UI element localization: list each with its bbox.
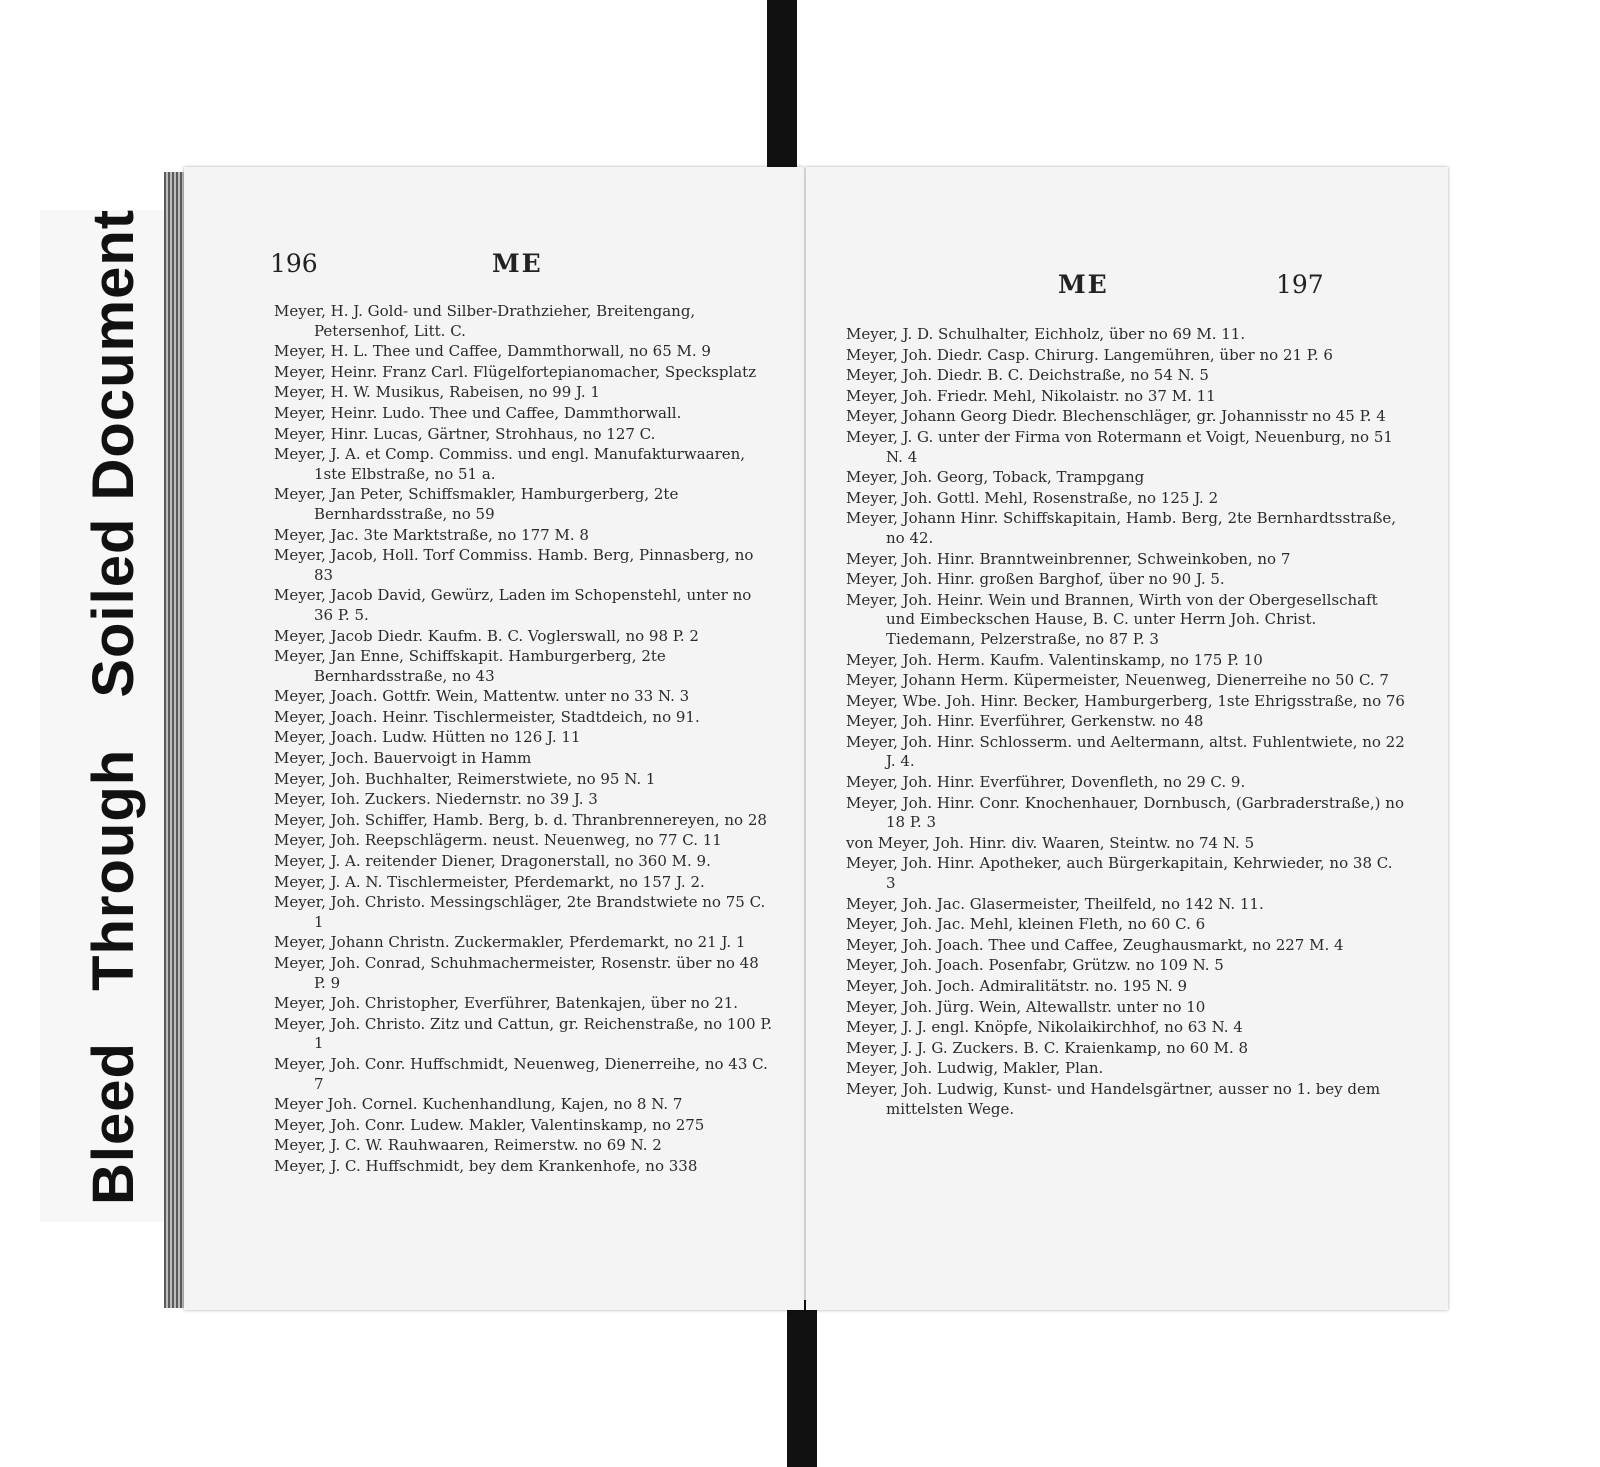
directory-entry: Meyer, Joh. Jac. Glasermeister, Theilfeld, no 142 N. 11. [846, 894, 1264, 913]
directory-entry: Meyer, Joh. Reepschlägerm. neust. Neuenweg, no 77 C. 11 [274, 831, 722, 850]
directory-entry: Meyer, Joh. Hinr. großen Barghof, über no 90 J. 5. [846, 570, 1225, 589]
side-label-word2: Through [81, 748, 146, 991]
directory-entry: Meyer, H. L. Thee und Caffee, Dammthorwall, no 65 M. 9 [274, 342, 711, 361]
left-page [184, 167, 804, 1310]
directory-entry: Meyer, Joh. Joch. Admiralitätstr. no. 195 N. 9 [846, 977, 1188, 995]
directory-entry: Meyer, Joh. Schiffer, Hamb. Berg, b. d. Thranbrennereyen, no 28 [274, 810, 767, 829]
directory-entry: Meyer, Joh. Conr. Huffschmidt, Neuenweg, Dienerreihe, no 43 C. 7 [274, 1054, 768, 1093]
page-number: 197 [1276, 270, 1324, 299]
directory-entry: Meyer, J. J. G. Zuckers. B. C. Kraienkamp, no 60 M. 8 [846, 1038, 1249, 1057]
directory-entry: Meyer, Joh. Christo. Messingschläger, 2te Brandstwiete no 75 C. 1 [274, 893, 766, 931]
directory-entry: Meyer, Joh. Hinr. Apotheker, auch Bürgerkapitain, Kehrwieder, no 38 C. 3 [846, 854, 1393, 893]
page-header: ME [492, 249, 543, 278]
directory-entry: Meyer, Joh. Hinr. Schlosserm. und Aeltermann, altst. Fuhlentwiete, no 22 J. 4. [846, 732, 1405, 771]
book-page-edge [164, 172, 186, 1308]
directory-entry: Meyer, Jac. 3te Marktstraße, no 177 M. 8 [274, 525, 589, 544]
directory-entries [846, 325, 1406, 1120]
directory-entry: Meyer, Joh. Conr. Ludew. Makler, Valentinskamp, no 275 [274, 1115, 705, 1134]
directory-entry: Meyer, H. W. Musikus, Rabeisen, no 99 J. 1 [274, 383, 600, 402]
directory-entry: Meyer, Heinr. Ludo. Thee und Caffee, Dammthorwall. [274, 403, 682, 422]
directory-entry: Meyer, Joach. Heinr. Tischlermeister, Stadtdeich, no 91. [274, 707, 700, 726]
right-page [806, 167, 1448, 1310]
directory-entry: Meyer, Heinr. Franz Carl. Flügelfortepianomacher, Specksplatz [274, 362, 757, 381]
directory-entry: Meyer, Joh. Georg, Toback, Trampgang [846, 468, 1145, 487]
directory-entry: Meyer, Jan Enne, Schiffskapit. Hamburgerberg, 2te Bernhardsstraße, no 43 [274, 647, 666, 685]
directory-entry: Meyer, Johann Herm. Küpermeister, Neuenweg, Dienerreihe no 50 C. 7 [846, 671, 1389, 690]
directory-entry: Meyer, Joh. Ludwig, Kunst- und Handelsgärtner, ausser no 1. bey dem mittelsten Wege. [846, 1079, 1381, 1118]
directory-entry: Meyer, Jacob, Holl. Torf Commiss. Hamb. Berg, Pinnasberg, no 83 [274, 546, 754, 584]
directory-entry: Meyer, Joh. Hinr. Everführer, Dovenfleth, no 29 C. 9. [846, 773, 1246, 792]
directory-entry: Meyer, Joh. Hinr. Conr. Knochenhauer, Dornbusch, (Garbraderstraße,) no 18 P. 3 [846, 793, 1404, 832]
directory-entry: Meyer, Joh. Jürg. Wein, Altewallstr. unter no 10 [846, 997, 1206, 1016]
directory-entries [274, 302, 774, 1178]
directory-entry: Meyer, J. A. N. Tischlermeister, Pferdemarkt, no 157 J. 2. [274, 872, 705, 891]
directory-entry: Meyer, Joh. Diedr. Casp. Chirurg. Langemühren, über no 21 P. 6 [846, 345, 1333, 364]
directory-entry: Meyer, Joh. Jac. Mehl, kleinen Fleth, no 60 C. 6 [846, 915, 1206, 934]
side-label-word3: Soiled Document [81, 208, 146, 698]
directory-entry: Meyer, Joh. Christopher, Everführer, Batenkajen, über no 21. [274, 994, 739, 1013]
bleed-through-label [80, 175, 147, 1205]
directory-entry: Meyer, Joach. Ludw. Hütten no 126 J. 11 [274, 728, 581, 747]
page-number: 196 [270, 249, 318, 278]
binding-strip-top [767, 0, 797, 185]
directory-entry: Meyer, Joh. Christo. Zitz und Cattun, gr. Reichenstraße, no 100 P. 1 [274, 1014, 773, 1053]
directory-entry: Meyer, Joh. Gottl. Mehl, Rosenstraße, no 125 J. 2 [846, 488, 1219, 507]
directory-entry: Meyer, Wbe. Joh. Hinr. Becker, Hamburgerberg, 1ste Ehrigsstraße, no 76 [846, 691, 1405, 710]
directory-entry: Meyer, Johann Hinr. Schiffskapitain, Hamb. Berg, 2te Bernhardtsstraße, no 42. [846, 509, 1397, 547]
directory-entry: Meyer, J. J. engl. Knöpfe, Nikolaikirchhof, no 63 N. 4 [846, 1018, 1243, 1037]
binding-strip-bottom [787, 1300, 817, 1467]
directory-entry: Meyer, J. A. et Comp. Commiss. und engl. Manufakturwaaren, 1ste Elbstraße, no 51 a. [274, 445, 746, 483]
directory-entry: Meyer, Johann Christn. Zuckermakler, Pferdemarkt, no 21 J. 1 [274, 933, 746, 952]
directory-entry: Meyer, Joh. Buchhalter, Reimerstwiete, no 95 N. 1 [274, 769, 656, 788]
directory-entry: Meyer, J. A. reitender Diener, Dragonerstall, no 360 M. 9. [274, 852, 711, 871]
directory-entry: Meyer, Hinr. Lucas, Gärtner, Strohhaus, no 127 C. [274, 424, 656, 443]
directory-entry: Meyer, Jacob David, Gewürz, Laden im Schopenstehl, unter no 36 P. 5. [274, 586, 752, 624]
directory-entry: Meyer, J. D. Schulhalter, Eichholz, über no 69 M. 11. [846, 325, 1246, 343]
directory-entry: von Meyer, Joh. Hinr. div. Waaren, Steintw. no 74 N. 5 [846, 833, 1255, 852]
directory-entry: Meyer, Joh. Diedr. B. C. Deichstraße, no 54 N. 5 [846, 366, 1209, 385]
directory-entry: Meyer, Joh. Herm. Kaufm. Valentinskamp, no 175 P. 10 [846, 650, 1263, 669]
directory-entry: Meyer, Joach. Gottfr. Wein, Mattentw. unter no 33 N. 3 [274, 687, 690, 706]
directory-entry: Meyer Joh. Cornel. Kuchenhandlung, Kajen, no 8 N. 7 [274, 1095, 683, 1114]
directory-entry: Meyer, H. J. Gold- und Silber-Drathzieher, Breitengang, Petersenhof, Litt. C. [274, 302, 696, 340]
directory-entry: Meyer, J. G. unter der Firma von Rotermann et Voigt, Neuenburg, no 51 N. 4 [846, 427, 1393, 466]
directory-entry: Meyer, Johann Georg Diedr. Blechenschläger, gr. Johannisstr no 45 P. 4 [846, 407, 1386, 426]
directory-entry: Meyer, Joh. Heinr. Wein und Brannen, Wirth von der Obergesellschaft und Eimbeckschen Hause, B. C. unter Herrn Joh. Christ. Tiedemann, Pelzerstraße, no 87 P. 3 [846, 590, 1378, 648]
directory-entry: Meyer, Joh. Joach. Posenfabr, Grützw. no 109 N. 5 [846, 956, 1224, 975]
directory-entry: Meyer, Joh. Hinr. Everführer, Gerkenstw. no 48 [846, 712, 1204, 731]
directory-entry: Meyer, J. C. W. Rauhwaaren, Reimerstw. no 69 N. 2 [274, 1136, 662, 1155]
directory-entry: Meyer, Joch. Bauervoigt in Hamm [274, 749, 532, 768]
directory-entry: Meyer, Joh. Hinr. Branntweinbrenner, Schweinkoben, no 7 [846, 549, 1291, 568]
directory-entry: Meyer, Jan Peter, Schiffsmakler, Hamburgerberg, 2te Bernhardsstraße, no 59 [274, 485, 679, 523]
directory-entry: Meyer, Ioh. Zuckers. Niedernstr. no 39 J. 3 [274, 790, 598, 809]
directory-entry: Meyer, J. C. Huffschmidt, bey dem Krankenhofe, no 338 [274, 1156, 698, 1175]
directory-entry: Meyer, Joh. Friedr. Mehl, Nikolaistr. no 37 M. 11 [846, 386, 1216, 405]
page-header: ME [1058, 270, 1109, 299]
directory-entry: Meyer, Joh. Ludwig, Makler, Plan. [846, 1059, 1104, 1078]
directory-entry: Meyer, Joh. Joach. Thee und Caffee, Zeughausmarkt, no 227 M. 4 [846, 935, 1344, 954]
side-label-word1: Bleed [81, 1042, 146, 1205]
directory-entry: Meyer, Joh. Conrad, Schuhmachermeister, Rosenstr. über no 48 P. 9 [274, 954, 759, 992]
directory-entry: Meyer, Jacob Diedr. Kaufm. B. C. Voglerswall, no 98 P. 2 [274, 626, 699, 645]
